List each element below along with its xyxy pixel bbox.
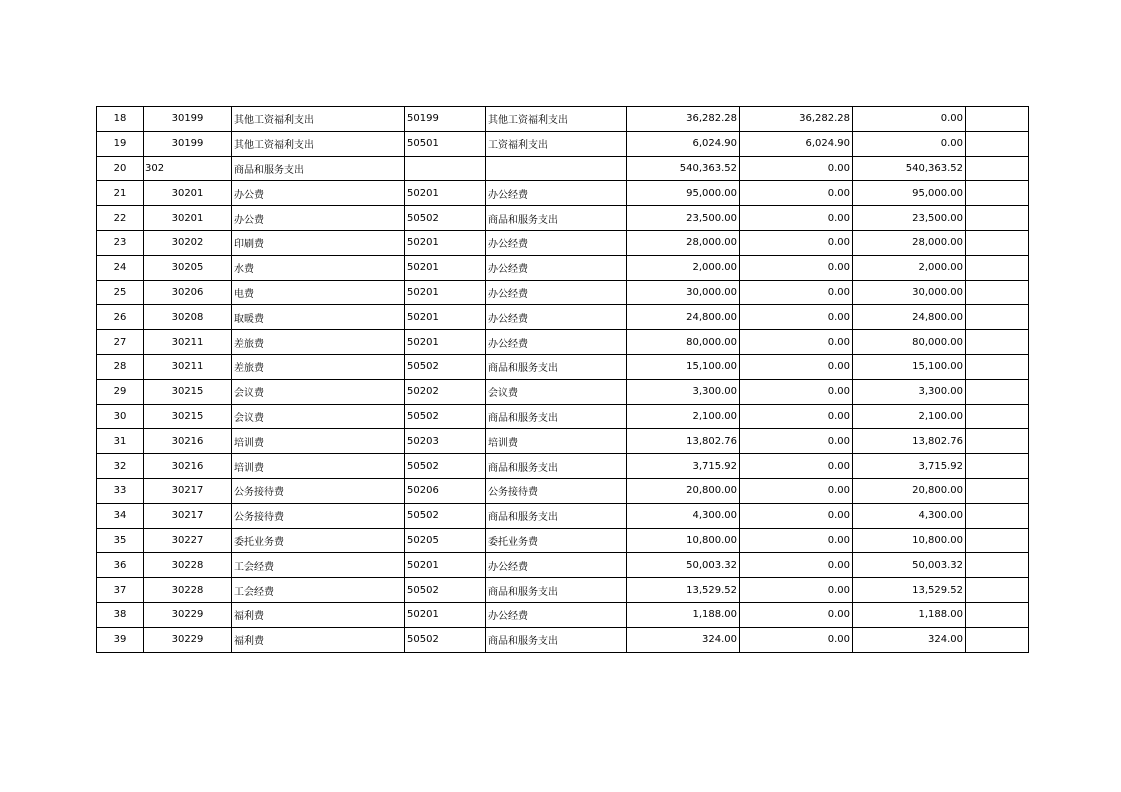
project-expenditure-cell: 15,100.00	[853, 354, 966, 379]
econ-code-cell: 30211	[144, 354, 232, 379]
project-expenditure-cell: 324.00	[853, 627, 966, 652]
gov-code-cell: 50206	[405, 478, 486, 503]
econ-code-cell: 30215	[144, 379, 232, 404]
row-number-cell: 36	[97, 553, 144, 578]
remark-cell	[966, 429, 1029, 454]
row-number-cell: 18	[97, 107, 144, 132]
table-row	[97, 503, 1029, 528]
econ-name-cell: 印刷费	[232, 230, 405, 255]
econ-code-cell: 30201	[144, 181, 232, 206]
gov-name-cell: 培训费	[486, 429, 627, 454]
row-number-cell: 25	[97, 280, 144, 305]
table-row	[97, 131, 1029, 156]
row-number-cell: 27	[97, 330, 144, 355]
econ-code-cell: 30229	[144, 627, 232, 652]
econ-code-cell: 30216	[144, 429, 232, 454]
gov-name-cell: 办公经费	[486, 330, 627, 355]
gov-name-cell: 工资福利支出	[486, 131, 627, 156]
project-expenditure-cell: 4,300.00	[853, 503, 966, 528]
basic-expenditure-cell: 0.00	[740, 354, 853, 379]
amount-cell: 10,800.00	[627, 528, 740, 553]
basic-expenditure-cell: 0.00	[740, 305, 853, 330]
remark-cell	[966, 478, 1029, 503]
basic-expenditure-cell: 0.00	[740, 156, 853, 181]
econ-code-cell: 30199	[144, 131, 232, 156]
gov-name-cell: 委托业务费	[486, 528, 627, 553]
basic-expenditure-cell: 0.00	[740, 503, 853, 528]
remark-cell	[966, 578, 1029, 603]
econ-code-cell: 302	[144, 156, 232, 181]
row-number-cell: 33	[97, 478, 144, 503]
basic-expenditure-cell: 0.00	[740, 454, 853, 479]
amount-cell: 95,000.00	[627, 181, 740, 206]
gov-code-cell: 50202	[405, 379, 486, 404]
table-row	[97, 454, 1029, 479]
row-number-cell: 35	[97, 528, 144, 553]
table-row	[97, 602, 1029, 627]
row-number-cell: 28	[97, 354, 144, 379]
table-row	[97, 280, 1029, 305]
row-number-cell: 26	[97, 305, 144, 330]
econ-code-cell: 30229	[144, 602, 232, 627]
table-row	[97, 255, 1029, 280]
econ-name-cell: 其他工资福利支出	[232, 131, 405, 156]
project-expenditure-cell: 20,800.00	[853, 478, 966, 503]
row-number-cell: 32	[97, 454, 144, 479]
amount-cell: 2,000.00	[627, 255, 740, 280]
amount-cell: 3,300.00	[627, 379, 740, 404]
gov-name-cell: 商品和服务支出	[486, 404, 627, 429]
project-expenditure-cell: 13,529.52	[853, 578, 966, 603]
econ-code-cell: 30205	[144, 255, 232, 280]
econ-name-cell: 工会经费	[232, 553, 405, 578]
gov-name-cell: 办公经费	[486, 553, 627, 578]
gov-code-cell: 50502	[405, 503, 486, 528]
econ-name-cell: 办公费	[232, 181, 405, 206]
gov-name-cell: 商品和服务支出	[486, 354, 627, 379]
project-expenditure-cell: 23,500.00	[853, 206, 966, 231]
gov-code-cell: 50502	[405, 404, 486, 429]
project-expenditure-cell: 80,000.00	[853, 330, 966, 355]
gov-code-cell: 50201	[405, 305, 486, 330]
amount-cell: 23,500.00	[627, 206, 740, 231]
econ-code-cell: 30202	[144, 230, 232, 255]
gov-code-cell: 50201	[405, 181, 486, 206]
amount-cell: 30,000.00	[627, 280, 740, 305]
econ-code-cell: 30217	[144, 503, 232, 528]
amount-cell: 324.00	[627, 627, 740, 652]
project-expenditure-cell: 3,715.92	[853, 454, 966, 479]
table-row	[97, 181, 1029, 206]
gov-name-cell: 其他工资福利支出	[486, 107, 627, 132]
table-row	[97, 528, 1029, 553]
gov-name-cell: 商品和服务支出	[486, 578, 627, 603]
gov-name-cell	[486, 156, 627, 181]
amount-cell: 2,100.00	[627, 404, 740, 429]
basic-expenditure-cell: 0.00	[740, 280, 853, 305]
gov-code-cell: 50501	[405, 131, 486, 156]
amount-cell: 3,715.92	[627, 454, 740, 479]
table-row	[97, 156, 1029, 181]
project-expenditure-cell: 30,000.00	[853, 280, 966, 305]
project-expenditure-cell: 50,003.32	[853, 553, 966, 578]
gov-name-cell: 商品和服务支出	[486, 503, 627, 528]
econ-name-cell: 取暖费	[232, 305, 405, 330]
remark-cell	[966, 255, 1029, 280]
basic-expenditure-cell: 0.00	[740, 330, 853, 355]
amount-cell: 13,802.76	[627, 429, 740, 454]
remark-cell	[966, 379, 1029, 404]
amount-cell: 540,363.52	[627, 156, 740, 181]
gov-code-cell: 50205	[405, 528, 486, 553]
remark-cell	[966, 503, 1029, 528]
gov-name-cell: 公务接待费	[486, 478, 627, 503]
econ-name-cell: 公务接待费	[232, 503, 405, 528]
basic-expenditure-cell: 0.00	[740, 255, 853, 280]
gov-code-cell: 50502	[405, 354, 486, 379]
remark-cell	[966, 528, 1029, 553]
project-expenditure-cell: 2,100.00	[853, 404, 966, 429]
gov-code-cell: 50201	[405, 280, 486, 305]
basic-expenditure-cell: 0.00	[740, 429, 853, 454]
table-row	[97, 478, 1029, 503]
econ-name-cell: 商品和服务支出	[232, 156, 405, 181]
econ-name-cell: 培训费	[232, 454, 405, 479]
row-number-cell: 38	[97, 602, 144, 627]
econ-code-cell: 30208	[144, 305, 232, 330]
expenditure-table	[96, 106, 1029, 653]
econ-code-cell: 30228	[144, 553, 232, 578]
table-row	[97, 578, 1029, 603]
econ-name-cell: 委托业务费	[232, 528, 405, 553]
econ-name-cell: 电费	[232, 280, 405, 305]
row-number-cell: 21	[97, 181, 144, 206]
gov-code-cell: 50203	[405, 429, 486, 454]
gov-name-cell: 办公经费	[486, 280, 627, 305]
remark-cell	[966, 206, 1029, 231]
econ-name-cell: 会议费	[232, 379, 405, 404]
econ-name-cell: 工会经费	[232, 578, 405, 603]
econ-name-cell: 会议费	[232, 404, 405, 429]
econ-name-cell: 公务接待费	[232, 478, 405, 503]
amount-cell: 15,100.00	[627, 354, 740, 379]
econ-name-cell: 培训费	[232, 429, 405, 454]
table-body	[97, 107, 1029, 653]
basic-expenditure-cell: 0.00	[740, 528, 853, 553]
row-number-cell: 22	[97, 206, 144, 231]
project-expenditure-cell: 10,800.00	[853, 528, 966, 553]
remark-cell	[966, 627, 1029, 652]
econ-code-cell: 30206	[144, 280, 232, 305]
gov-code-cell: 50199	[405, 107, 486, 132]
gov-name-cell: 商品和服务支出	[486, 627, 627, 652]
gov-code-cell: 50201	[405, 330, 486, 355]
econ-code-cell: 30228	[144, 578, 232, 603]
basic-expenditure-cell: 6,024.90	[740, 131, 853, 156]
remark-cell	[966, 404, 1029, 429]
basic-expenditure-cell: 0.00	[740, 602, 853, 627]
table-row	[97, 553, 1029, 578]
row-number-cell: 39	[97, 627, 144, 652]
econ-name-cell: 水费	[232, 255, 405, 280]
row-number-cell: 30	[97, 404, 144, 429]
basic-expenditure-cell: 0.00	[740, 206, 853, 231]
project-expenditure-cell: 540,363.52	[853, 156, 966, 181]
table-row	[97, 107, 1029, 132]
remark-cell	[966, 553, 1029, 578]
project-expenditure-cell: 95,000.00	[853, 181, 966, 206]
basic-expenditure-cell: 0.00	[740, 553, 853, 578]
remark-cell	[966, 107, 1029, 132]
gov-code-cell: 50201	[405, 553, 486, 578]
basic-expenditure-cell: 0.00	[740, 627, 853, 652]
gov-name-cell: 商品和服务支出	[486, 454, 627, 479]
econ-name-cell: 办公费	[232, 206, 405, 231]
econ-code-cell: 30215	[144, 404, 232, 429]
basic-expenditure-cell: 0.00	[740, 379, 853, 404]
project-expenditure-cell: 2,000.00	[853, 255, 966, 280]
project-expenditure-cell: 28,000.00	[853, 230, 966, 255]
project-expenditure-cell: 0.00	[853, 107, 966, 132]
basic-expenditure-cell: 0.00	[740, 404, 853, 429]
project-expenditure-cell: 0.00	[853, 131, 966, 156]
econ-name-cell: 福利费	[232, 627, 405, 652]
gov-name-cell: 办公经费	[486, 181, 627, 206]
remark-cell	[966, 181, 1029, 206]
table-row	[97, 627, 1029, 652]
gov-name-cell: 办公经费	[486, 305, 627, 330]
basic-expenditure-cell: 36,282.28	[740, 107, 853, 132]
row-number-cell: 31	[97, 429, 144, 454]
econ-code-cell: 30201	[144, 206, 232, 231]
gov-name-cell: 办公经费	[486, 230, 627, 255]
table-row	[97, 429, 1029, 454]
econ-code-cell: 30217	[144, 478, 232, 503]
gov-name-cell: 办公经费	[486, 255, 627, 280]
amount-cell: 20,800.00	[627, 478, 740, 503]
amount-cell: 4,300.00	[627, 503, 740, 528]
remark-cell	[966, 354, 1029, 379]
amount-cell: 1,188.00	[627, 602, 740, 627]
remark-cell	[966, 305, 1029, 330]
econ-name-cell: 福利费	[232, 602, 405, 627]
econ-name-cell: 差旅费	[232, 354, 405, 379]
basic-expenditure-cell: 0.00	[740, 230, 853, 255]
gov-code-cell: 50502	[405, 206, 486, 231]
remark-cell	[966, 131, 1029, 156]
project-expenditure-cell: 3,300.00	[853, 379, 966, 404]
remark-cell	[966, 280, 1029, 305]
project-expenditure-cell: 13,802.76	[853, 429, 966, 454]
amount-cell: 80,000.00	[627, 330, 740, 355]
gov-code-cell: 50201	[405, 230, 486, 255]
basic-expenditure-cell: 0.00	[740, 181, 853, 206]
remark-cell	[966, 602, 1029, 627]
project-expenditure-cell: 1,188.00	[853, 602, 966, 627]
econ-code-cell: 30216	[144, 454, 232, 479]
gov-code-cell: 50502	[405, 578, 486, 603]
gov-code-cell: 50502	[405, 454, 486, 479]
project-expenditure-cell: 24,800.00	[853, 305, 966, 330]
econ-name-cell: 差旅费	[232, 330, 405, 355]
remark-cell	[966, 230, 1029, 255]
basic-expenditure-cell: 0.00	[740, 578, 853, 603]
table-row	[97, 206, 1029, 231]
gov-code-cell: 50502	[405, 627, 486, 652]
row-number-cell: 37	[97, 578, 144, 603]
gov-code-cell: 50201	[405, 255, 486, 280]
amount-cell: 24,800.00	[627, 305, 740, 330]
gov-name-cell: 办公经费	[486, 602, 627, 627]
econ-code-cell: 30199	[144, 107, 232, 132]
row-number-cell: 24	[97, 255, 144, 280]
remark-cell	[966, 330, 1029, 355]
row-number-cell: 29	[97, 379, 144, 404]
table-row	[97, 354, 1029, 379]
table-row	[97, 404, 1029, 429]
amount-cell: 13,529.52	[627, 578, 740, 603]
amount-cell: 28,000.00	[627, 230, 740, 255]
amount-cell: 50,003.32	[627, 553, 740, 578]
econ-code-cell: 30211	[144, 330, 232, 355]
basic-expenditure-cell: 0.00	[740, 478, 853, 503]
table-row	[97, 379, 1029, 404]
econ-code-cell: 30227	[144, 528, 232, 553]
row-number-cell: 23	[97, 230, 144, 255]
amount-cell: 6,024.90	[627, 131, 740, 156]
gov-code-cell	[405, 156, 486, 181]
gov-name-cell: 商品和服务支出	[486, 206, 627, 231]
remark-cell	[966, 454, 1029, 479]
row-number-cell: 19	[97, 131, 144, 156]
table-row	[97, 330, 1029, 355]
remark-cell	[966, 156, 1029, 181]
row-number-cell: 34	[97, 503, 144, 528]
econ-name-cell: 其他工资福利支出	[232, 107, 405, 132]
gov-code-cell: 50201	[405, 602, 486, 627]
gov-name-cell: 会议费	[486, 379, 627, 404]
amount-cell: 36,282.28	[627, 107, 740, 132]
table-row	[97, 305, 1029, 330]
row-number-cell: 20	[97, 156, 144, 181]
table-row	[97, 230, 1029, 255]
